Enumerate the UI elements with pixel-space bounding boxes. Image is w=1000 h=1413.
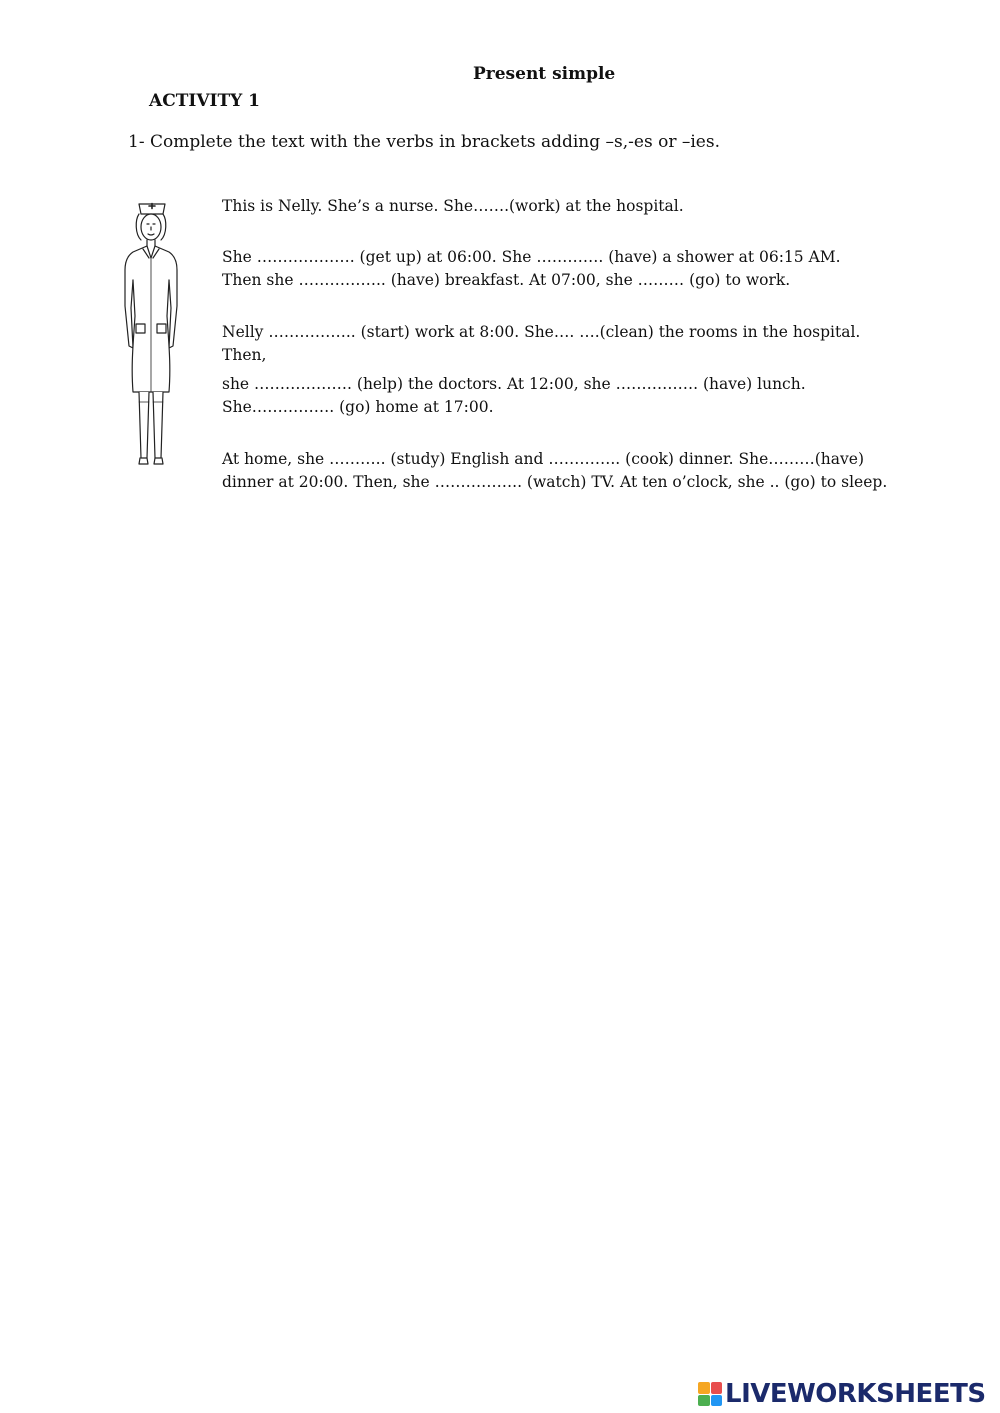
logo-text: LIVEWORKSHEETS	[725, 1379, 986, 1409]
paragraph-line: she ………………. (help) the doctors. At 12:00, she ……………. (have) lunch.	[222, 375, 806, 393]
paragraph-1	[222, 195, 952, 218]
paragraph-line: dinner at 20:00. Then, she …………….. (watch) TV. At ten o’clock, she .. (go) to sleep.	[222, 473, 888, 491]
instruction-text: 1- Complete the text with the verbs in brackets adding –s,-es or –ies.	[128, 132, 720, 152]
logo-mark-icon	[698, 1382, 722, 1406]
logo-square-3	[698, 1395, 710, 1407]
activity-heading: ACTIVITY 1	[149, 91, 260, 111]
logo-square-2	[711, 1382, 723, 1394]
paragraph-line: Then she …………….. (have) breakfast. At 07:00, she ……… (go) to work.	[222, 271, 791, 289]
paragraph-line: At home, she ……….. (study) English and ………….. (cook) dinner. She………(have)	[222, 450, 865, 468]
liveworksheets-logo[interactable]	[698, 1378, 986, 1410]
paragraph-5	[222, 448, 952, 494]
paragraph-line: She……………. (go) home at 17:00.	[222, 398, 494, 416]
nurse-icon	[115, 196, 189, 468]
paragraph-line: Then,	[222, 346, 267, 364]
paragraph-2	[222, 246, 952, 292]
paragraph-line: She ………………. (get up) at 06:00. She …………. (have) a shower at 06:15 AM.	[222, 248, 841, 266]
logo-square-4	[711, 1395, 723, 1407]
paragraph-4	[222, 373, 952, 419]
logo-square-1	[698, 1382, 710, 1394]
paragraph-line: Nelly …………….. (start) work at 8:00. She…. ….(clean) the rooms in the hospital.	[222, 323, 861, 341]
page-title: Present simple	[473, 64, 616, 84]
paragraph-line: This is Nelly. She’s a nurse. She…….(work) at the hospital.	[222, 197, 684, 215]
paragraph-3	[222, 321, 952, 367]
